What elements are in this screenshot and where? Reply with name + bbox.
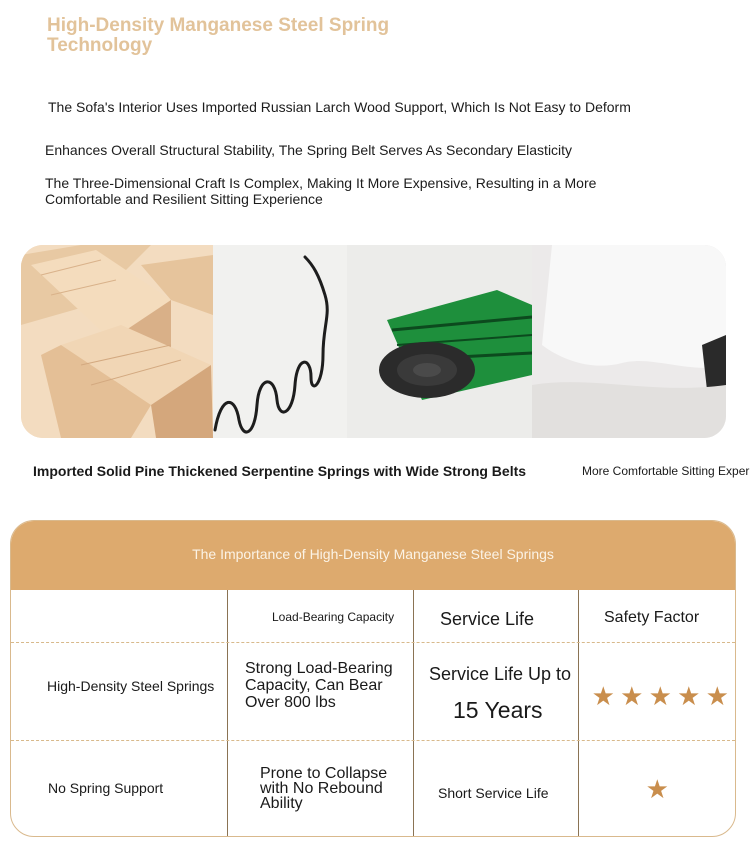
- row-divider: [11, 740, 735, 741]
- star-icon: ★: [645, 774, 669, 804]
- row-steel-springs-years: 15 Years: [453, 697, 543, 723]
- column-divider: [578, 590, 579, 836]
- star-icon: ★: [591, 681, 615, 711]
- row-steel-springs-load: Strong Load-Bearing Capacity, Can Bear Over 800 lbs: [245, 660, 393, 711]
- pine-wood-photo: [21, 245, 213, 438]
- row-no-spring-load: Prone to Collapse with No Rebound Ability: [260, 765, 388, 812]
- star-icon: ★: [648, 681, 672, 711]
- star-icon: ★: [705, 681, 729, 711]
- sitting-comfort-photo: [532, 245, 726, 438]
- row-no-spring-name: No Spring Support: [48, 780, 164, 796]
- row-no-spring-rating: [643, 776, 672, 803]
- intro-line-1: The Sofa's Interior Uses Imported Russian Larch Wood Support, Which Is Not Easy to Deform: [48, 99, 631, 115]
- comparison-table: [10, 520, 736, 837]
- serpentine-spring-photo: [213, 245, 347, 438]
- row-steel-springs-life: Service Life Up to: [429, 664, 572, 684]
- header-load-bearing: Load-Bearing Capacity: [272, 610, 395, 624]
- intro-line-3: The Three-Dimensional Craft Is Complex, Making It More Expensive, Resulting in a More Comfortable and Resilient Sitting Experience: [45, 175, 597, 207]
- page-title: High-Density Manganese Steel Spring Technology: [47, 15, 390, 56]
- column-divider: [413, 590, 414, 836]
- row-steel-springs-name: High-Density Steel Springs: [47, 678, 215, 694]
- table-title: The Importance of High-Density Manganese Steel Springs: [192, 546, 554, 562]
- header-safety-factor: Safety Factor: [604, 609, 700, 626]
- materials-caption: Imported Solid Pine Thickened Serpentine Springs with Wide Strong Belts: [33, 463, 527, 479]
- star-icon: ★: [620, 681, 644, 711]
- comfort-caption: More Comfortable Sitting Exper: [582, 464, 750, 478]
- column-divider: [227, 590, 228, 836]
- header-service-life: Service Life: [440, 609, 535, 629]
- row-no-spring-life: Short Service Life: [438, 785, 549, 801]
- row-divider: [11, 642, 735, 643]
- table-grid: [11, 590, 735, 836]
- intro-line-2: Enhances Overall Structural Stability, The Spring Belt Serves As Secondary Elasticity: [45, 142, 573, 158]
- spring-belt-photo: [347, 245, 532, 438]
- star-icon: ★: [677, 681, 701, 711]
- materials-photo-strip: [21, 245, 726, 438]
- table-header-bar: [11, 521, 735, 590]
- row-steel-springs-rating: [589, 683, 732, 710]
